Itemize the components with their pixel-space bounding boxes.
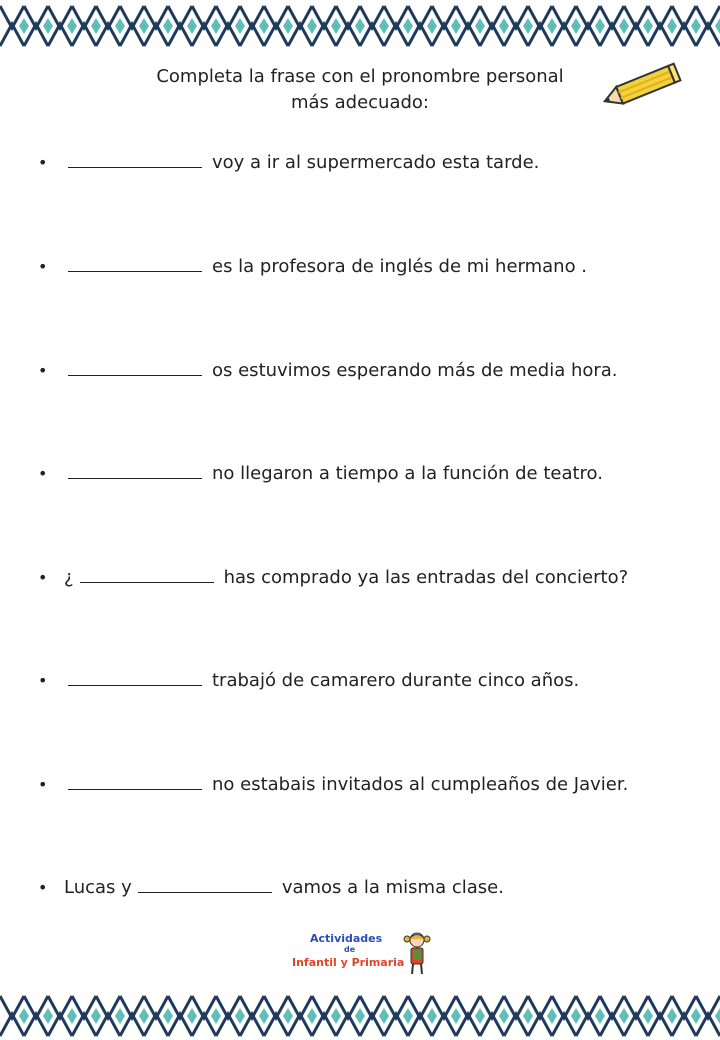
exercise-item [38, 772, 628, 798]
pencil-icon [592, 56, 688, 118]
bullet: • [38, 568, 48, 587]
bullet: • [38, 361, 48, 380]
sentence-text: no estabais invitados al cumpleaños de Javier. [212, 774, 629, 795]
instructions-line-1: Completa la frase con el pronombre personal [156, 66, 564, 87]
decorative-border-bottom [0, 994, 720, 1038]
bullet: • [38, 671, 48, 690]
answer-blank[interactable] [138, 876, 272, 893]
exercise-item [38, 254, 587, 280]
sentence-text: voy a ir al supermercado esta tarde. [212, 152, 540, 173]
prefix-text: ¿ [64, 567, 74, 588]
bullet: • [38, 153, 48, 172]
bullet: • [38, 878, 48, 897]
answer-blank[interactable] [68, 669, 202, 686]
logo-line-2: de [344, 945, 356, 954]
logo-line-1: Actividades [310, 932, 383, 945]
border-motif [0, 996, 29, 1036]
exercise-item [38, 358, 618, 384]
logo-line-3: Infantil y Primaria [292, 956, 405, 969]
answer-blank[interactable] [68, 255, 202, 272]
sentence-text: os estuvimos esperando más de media hora. [212, 360, 618, 381]
sentence-text: has comprado ya las entradas del concierto? [223, 567, 629, 588]
sentence-text: es la profesora de inglés de mi hermano . [212, 256, 588, 277]
border-motif [0, 6, 29, 46]
sentence-text: vamos a la misma clase. [281, 877, 504, 898]
answer-blank[interactable] [80, 566, 214, 583]
bullet: • [38, 464, 48, 483]
bullet: • [38, 257, 48, 276]
answer-blank[interactable] [68, 151, 202, 168]
answer-blank[interactable] [68, 462, 202, 479]
answer-blank[interactable] [68, 773, 202, 790]
instructions-line-2: más adecuado: [290, 92, 430, 113]
prefix-text: Lucas y [64, 877, 132, 898]
exercise-item [38, 150, 539, 176]
brand-logo [290, 928, 440, 978]
exercise-item [38, 875, 504, 901]
bullet: • [38, 775, 48, 794]
answer-blank[interactable] [68, 359, 202, 376]
decorative-border-top [0, 4, 720, 48]
sentence-text: trabajó de camarero durante cinco años. [212, 670, 580, 691]
exercise-item [38, 668, 579, 694]
sentence-text: no llegaron a tiempo a la función de teatro. [212, 463, 603, 484]
exercise-item [38, 565, 628, 591]
exercise-item [38, 461, 603, 487]
instructions [140, 64, 580, 116]
girl-mascot-icon [400, 930, 434, 976]
